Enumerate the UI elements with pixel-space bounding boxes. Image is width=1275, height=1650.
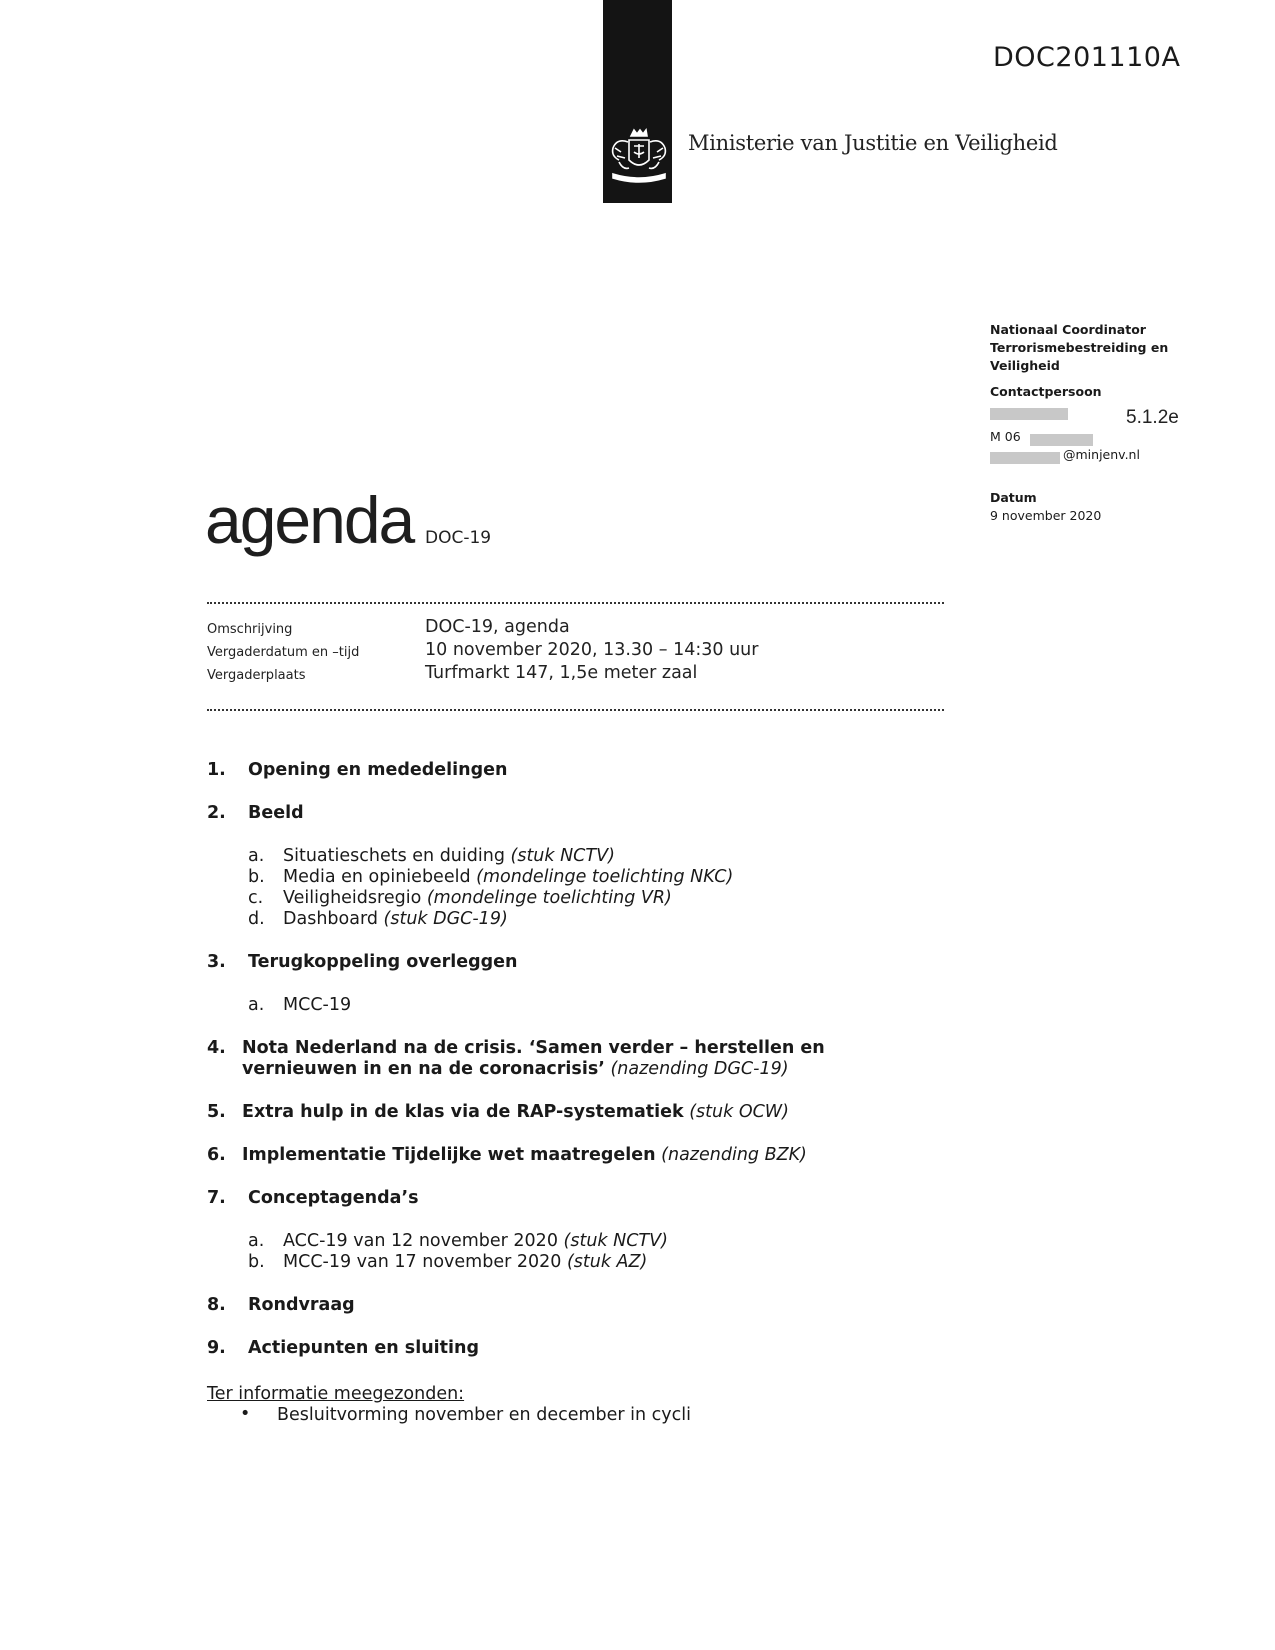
item-number: 1.: [207, 760, 226, 780]
sub-item-text: Veiligheidsregio: [283, 888, 427, 908]
page-title: agenda: [205, 483, 414, 557]
item-title: Implementatie Tijdelijke wet maatregelen: [242, 1145, 656, 1165]
item-title: Conceptagenda’s: [248, 1188, 419, 1208]
item-number: 7.: [207, 1188, 226, 1208]
item-title: Actiepunten en sluiting: [248, 1338, 480, 1358]
email-suffix: @minjenv.nl: [1063, 447, 1140, 462]
coat-of-arms-icon: [607, 126, 668, 192]
item-title: Extra hulp in de klas via de RAP-systematiek: [242, 1102, 684, 1122]
logo-band: [603, 0, 672, 203]
item-number: 5.: [207, 1102, 226, 1122]
date-label: Datum: [990, 490, 1037, 505]
item-number: 3.: [207, 952, 226, 972]
dotted-divider: [207, 602, 944, 604]
sub-item-note: (mondelinge toelichting NKC): [476, 867, 734, 887]
meta-value-location: Turfmarkt 147, 1,5e meter zaal: [425, 663, 698, 683]
meta-value-datetime: 10 november 2020, 13.30 – 14:30 uur: [425, 640, 759, 660]
sub-item-note: (stuk AZ): [566, 1252, 648, 1272]
info-list-item: Besluitvorming november en december in cycli: [277, 1405, 691, 1425]
sub-item-letter: a.: [248, 846, 265, 866]
bullet-icon: •: [240, 1404, 251, 1424]
item-title: Nota Nederland na de crisis. ‘Samen verder – herstellen en: [242, 1038, 825, 1058]
sub-item-text: Media en opiniebeeld: [283, 867, 477, 887]
sub-item-text: Situatieschets en duiding: [283, 846, 511, 866]
sub-item-text: MCC-19 van 17 november 2020: [283, 1252, 567, 1272]
item-note: (nazending DGC-19): [604, 1059, 789, 1079]
sub-item-text: Dashboard: [283, 909, 384, 929]
info-heading: Ter informatie meegezonden:: [207, 1384, 465, 1404]
item-title: Terugkoppeling overleggen: [248, 952, 518, 972]
sub-item-letter: b.: [248, 867, 265, 887]
item-number: 4.: [207, 1038, 226, 1058]
sub-item-letter: a.: [248, 995, 265, 1015]
sub-item-note: (mondelinge toelichting VR): [426, 888, 672, 908]
contact-label: Contactpersoon: [990, 384, 1102, 399]
meta-label-location: Vergaderplaats: [207, 668, 306, 683]
sub-item-letter: d.: [248, 909, 265, 929]
sub-item-letter: c.: [248, 888, 264, 908]
title-code: DOC-19: [425, 528, 492, 548]
redaction-box: [1030, 434, 1093, 446]
date-value: 9 november 2020: [990, 508, 1102, 523]
sub-item-text: ACC-19 van 12 november 2020: [283, 1231, 564, 1251]
sub-item-text: MCC-19: [283, 995, 352, 1015]
item-title: vernieuwen in en na de coronacrisis’: [242, 1059, 605, 1079]
redaction-code: 5.1.2e: [1126, 407, 1179, 428]
ministry-name: Ministerie van Justitie en Veiligheid: [688, 131, 1058, 155]
phone-prefix: M 06: [990, 429, 1021, 444]
sub-item-letter: b.: [248, 1252, 265, 1272]
item-title: Beeld: [248, 803, 304, 823]
organisation-name: Nationaal Coordinator Terrorismebestreiding en Veiligheid: [990, 322, 1169, 373]
sub-item-note: (stuk DGC-19): [383, 909, 508, 929]
sub-item-note: (stuk NCTV): [563, 1231, 668, 1251]
sub-item-letter: a.: [248, 1231, 265, 1251]
item-note: (nazending BZK): [655, 1145, 807, 1165]
meta-label-datetime: Vergaderdatum en –tijd: [207, 645, 360, 660]
redaction-box: [990, 452, 1060, 464]
dotted-divider: [207, 709, 944, 711]
item-number: 2.: [207, 803, 226, 823]
redaction-box: [990, 408, 1068, 420]
sub-item-note: (stuk NCTV): [510, 846, 615, 866]
item-number: 8.: [207, 1295, 226, 1315]
document-code: DOC201110A: [993, 42, 1181, 73]
item-number: 6.: [207, 1145, 226, 1165]
item-title: Rondvraag: [248, 1295, 355, 1315]
meta-label-description: Omschrijving: [207, 622, 293, 637]
item-note: (stuk OCW): [683, 1102, 789, 1122]
item-title: Opening en mededelingen: [248, 760, 508, 780]
item-number: 9.: [207, 1338, 226, 1358]
meta-value-description: DOC-19, agenda: [425, 617, 570, 637]
